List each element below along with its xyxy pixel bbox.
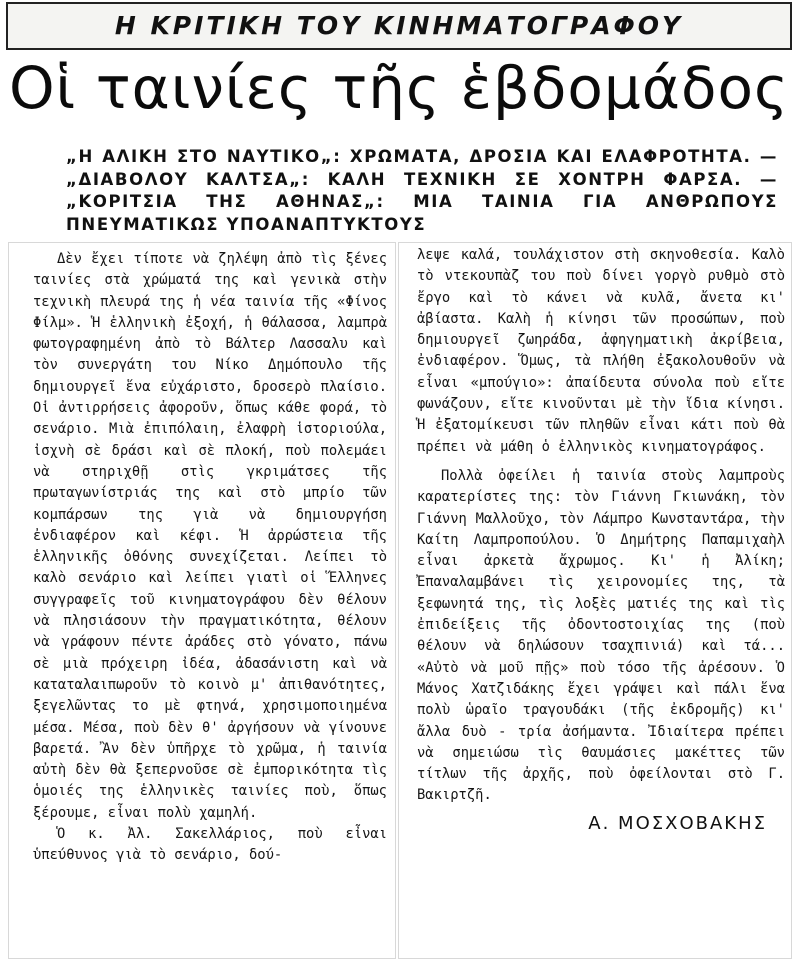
article-headline: Οἱ ταινίες τῆς ἑβδομάδος [9, 54, 789, 122]
paragraph: Ὁ κ. Ἀλ. Σακελλάριος, ποὺ εἶναι ὑπεύθυνος γιὰ τὸ σενάριο, δού- [33, 826, 387, 864]
left-column [8, 242, 396, 959]
section-kicker: Η ΚΡΙΤΙΚΗ ΤΟΥ ΚΙΝΗΜΑΤΟΓΡΑΦΟΥ [6, 2, 792, 50]
paragraph: Δὲν ἔχει τίποτε νὰ ζηλέψη ἀπὸ τὶς ξένες ταινίες στὰ χρώματά της καὶ γενικὰ στὴν τεχνικὴ πλευρά της ἡ νέα ταινία τῆς «Φίνος Φίλμ». Ἡ ἑλληνικὴ ἐξοχή, ἡ θάλασσα, λαμπρὰ φωτογραφημένη ἀπὸ τὸ Βάλτερ Λασσαλυ καὶ τὸν συνεργάτη του Νίκο Δημόπουλο τῆς δημιουργεῖ ἕνα εὐχάριστο, δροσερὸ πλαίσιο. Οἱ ἀντιρρήσεις ἀφοροῦν, ὅπως κάθε φορά, τὸ σενάριο. Μιὰ ἐπιπόλαιη, ἐλαφρὴ ἱστοριούλα, ἰσχνὴ σὲ δράσι καὶ σὲ πλοκή, ποὺ πολεμάει νὰ στηριχθῇ στὶς γκριμάτσες τῆς πρωταγωνίστριάς της καὶ στὸ μπρίο τῶν κομπάρσων της γιὰ νὰ δημιουργήση ἐνδιαφέρον καὶ κέφι. Ἡ ἀρρώστεια τῆς ἑλληνικῆς ὀθόνης συνεχίζεται. Λείπει τὸ καλὸ σενάριο καὶ λείπει γιατὶ οἱ Ἕλληνες συγγραφεῖς τοῦ κινηματογράφου δὲν θέλουν νὰ πλησιάσουν τὴν πραγματικότητα, θέλουν νὰ γράφουν πέντε ἀράδες στὸ γόνατο, πάνω σὲ μιὰ πρόχειρη ἰδέα, ἀδασάνιστη καὶ νὰ καταταλαιπωροῦν τὸ κοινὸ μ' ἀπιθανότητες, ξεγελῶντας το μὲ φτηνά, χρησιμοποιημένα μέσα. Μέσα, ποὺ δὲν θ' ἀργήσουν νὰ γίνουνε βαρετά. Ἂν δὲν ὑπῆρχε τὸ χρῶμα, ἡ ταινία αὐτὴ δὲν θὰ ξεπερνοῦσε σὲ ἐμπορικότητα τὶς ὁμοιές της ἑλληνικὲς ταινίες ποὺ, ὅπως ξέρουμε, εἶναι πολὺ χαμηλή. [33, 251, 387, 821]
author-byline: Α. ΜΟΣΧΟΒΑΚΗΣ [588, 812, 767, 834]
paragraph: Πολλὰ ὀφείλει ἡ ταινία στοὺς λαμπροὺς καρατερίστες της: τὸν Γιάννη Γκιωνάκη, τὸν Γιάννη Μαλλοῦχο, τὸν Λάμπρο Κωνσταντάρα, τὴν Καίτη Λαμπροπούλου. Ὁ Δημήτρης Παπαμιχαὴλ εἶναι ἀρκετὰ ἄχρωμος. Κι' ἡ Ἀλίκη; Ἐπαναλαμβάνει τὶς χειρονομίες της, τὰ ξεφωνητά της, τὶς λοξὲς ματιές της καὶ τὶς ἐπιδείξεις τῆς ὀδοντοστοιχίας της (ποὺ θέλουν νὰ δηλώσουν τσαχπινιά) καὶ τά... «Αὐτὸ νὰ μοῦ πῇς» ποὺ τόσο τῆς ἀρέσουν. Ὁ Μάνος Χατζιδάκης ἔχει γράψει καὶ πάλι ἕνα πολὺ ὡραῖο τραγουδάκι (τῆς ἐκδρομῆς) κι' ἄλλα δυὸ - τρία ἀσήμαντα. Ἰδιαίτερα πρέπει νὰ σημειώσω τὶς θαυμάσιες μακέττες τῶν τίτλων τῆς ἀρχῆς, ποὺ ὀφείλονται στὸ Γ. Βακιρτζῆ. [417, 467, 785, 804]
article-deck [66, 146, 778, 236]
right-column [398, 242, 792, 959]
paragraph: λεψε καλά, τουλάχιστον στὴ σκηνοθεσία. Καλὸ τὸ ντεκουπὰζ του ποὺ δίνει γοργὸ ρυθμὸ στὸ ἔργο καὶ τὸ κάνει νὰ κυλᾶ, ἄνετα κι' ἀβίαστα. Καλὴ ἡ κίνησι τῶν προσώπων, ποὺ δημιουργεῖ ζωηράδα, ἀφηγηματικὴ ἀκρίβεια, ἐνδιαφέρον. Ὅμως, τὰ πλήθη ἐξακολουθοῦν νὰ εἶναι «μπούγιο»: ἀπαίδευτα σύνολα ποὺ εἴτε φωνάζουν, εἴτε κινοῦνται μὲ τὴν ἴδια κίνησι. Ἡ ἐξατομίκευσι τῶν πληθῶν εἶναι κάτι ποὺ θὰ πρέπει νὰ μάθη ὁ ἑλληνικὸς κινηματογράφος. [417, 247, 785, 455]
deck-text: „Η ΑΛΙΚΗ ΣΤΟ ΝΑΥΤΙΚΟ„: ΧΡΩΜΑΤΑ, ΔΡΟΣΙΑ ΚΑΙ ΕΛΑΦΡΟΤΗΤΑ. — „ΔΙΑΒΟΛΟΥ ΚΑΛΤΣΑ„: ΚΑΛΗ ΤΕΧΝΙΚΗ ΣΕ ΧΟΝΤΡΗ ΦΑΡΣΑ. — „ΚΟΡΙΤΣΙΑ ΤΗΣ ΑΘΗΝΑΣ„: ΜΙΑ ΤΑΙΝΙΑ ΓΙΑ ΑΝΘΡΩΠΟΥΣ ΠΝΕΥΜΑΤΙΚΩΣ ΥΠΟΑΝΑΠΤΥΚΤΟΥΣ [66, 147, 778, 234]
